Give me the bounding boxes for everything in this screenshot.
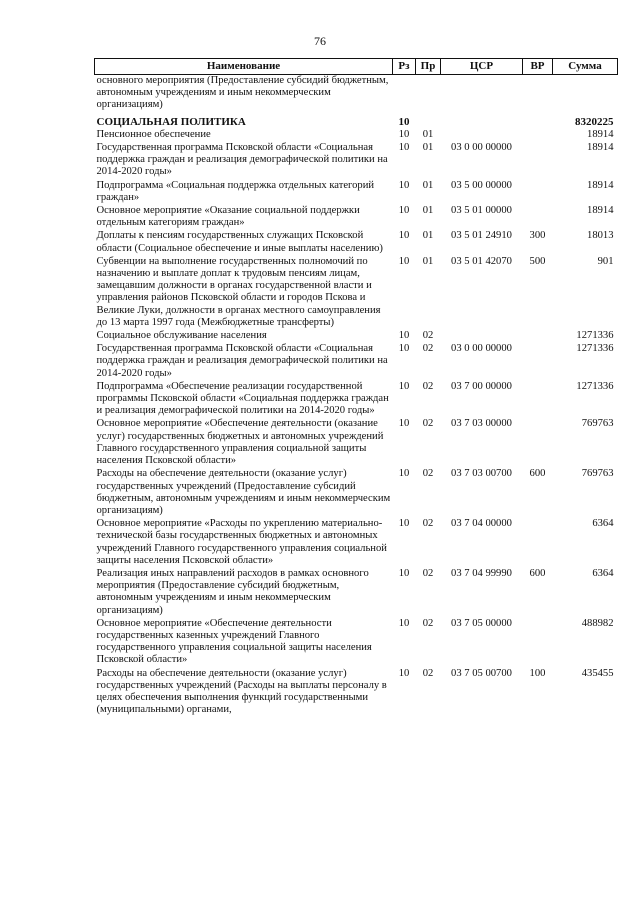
cell-sum: 18013 [587,230,614,242]
cell-vr [523,113,553,129]
table-row [95,142,618,180]
cell-rz: 10 [398,343,410,355]
cell-sum: 18914 [587,205,614,217]
cell-pr: 01 [422,128,434,140]
table-row [95,230,618,255]
cell-pr: 02 [422,330,434,342]
table-row [95,75,618,113]
cell-csr: 03 5 01 00000 [451,205,512,217]
cell-sum: 435455 [581,667,614,679]
cell-name: Доплаты к пенсиям государственных служащих Псковской области (Социальное обеспечение и иные выплаты населению) [96,230,383,254]
cell-pr: 01 [422,179,434,191]
cell-sum: 6364 [592,567,614,579]
cell-pr: 02 [422,667,434,679]
cell-csr: 03 7 00 00000 [451,380,512,392]
cell-rz: 10 [398,330,410,342]
cell-vr: 600 [529,567,546,579]
cell-sum: 18914 [587,128,614,140]
table-row [95,668,618,718]
cell-csr: 03 5 01 42070 [451,255,512,267]
cell-sum: 18914 [587,142,614,154]
cell-pr: 01 [422,205,434,217]
cell-csr: 03 7 03 00000 [451,418,512,430]
cell-csr: 03 0 00 00000 [451,142,512,154]
cell-pr [416,113,441,129]
header-pr: Пр [416,59,441,75]
cell-name: Субвенции на выполнение государственных полномочий по назначению и выплате доплат к трудовым пенсиям лицам, замещавшим должности в органах государственной власти и управления районов Псковской области и городов Пскова и Великие Луки, должности в органах местного самоуправления до 13 марта 1997 года (Межбюджетные трансферты) [96,255,381,328]
cell-rz: 10 [398,255,410,267]
cell-name: Пенсионное обеспечение [96,128,211,140]
cell-name: Государственная программа Псковской области «Социальная поддержка граждан и реализация демографической политики на 2014-2020 годы» [96,142,388,178]
cell-sum: 1271336 [576,330,614,342]
cell-sum: 8320225 [575,115,614,128]
cell-sum [553,75,618,113]
page-number: 76 [314,34,326,48]
cell-sum: 18914 [587,179,614,191]
table-row [95,180,618,205]
table-row [95,568,618,618]
cell-vr [523,618,553,668]
cell-vr: 100 [529,667,546,679]
cell-rz: 10 [398,179,410,191]
budget-table [94,58,618,717]
cell-name: основного мероприятия (Предоставление субсидий бюджетным, автономным учреждениям и иным некоммерческим организациям) [96,75,389,111]
cell-csr: 03 7 04 00000 [451,518,512,530]
cell-vr [523,129,553,142]
cell-rz: 10 [398,667,410,679]
cell-vr: 500 [529,255,546,267]
cell-csr [441,330,523,343]
cell-pr: 02 [422,343,434,355]
cell-pr: 02 [422,617,434,629]
cell-csr: 03 7 04 99990 [451,567,512,579]
cell-vr [523,518,553,568]
cell-pr: 01 [422,255,434,267]
header-rz: Рз [393,59,416,75]
cell-vr [523,75,553,113]
cell-rz: 10 [398,230,410,242]
cell-csr: 03 0 00 00000 [451,343,512,355]
cell-sum: 901 [597,255,614,267]
cell-rz: 10 [398,518,410,530]
cell-sum: 769763 [581,468,614,480]
cell-csr: 03 5 01 24910 [451,230,512,242]
cell-csr [441,129,523,142]
cell-pr: 01 [422,142,434,154]
cell-pr: 02 [422,518,434,530]
cell-rz: 10 [398,380,410,392]
cell-name: Подпрограмма «Обеспечение реализации государственной программы Псковской области «Социальная поддержка граждан и реализация демографической политики на 2014-2020 годы» [96,380,389,417]
cell-sum: 488982 [581,617,614,629]
cell-vr: 300 [529,230,546,242]
cell-vr [523,418,553,468]
cell-csr [441,113,523,129]
cell-name: Основное мероприятие «Оказание социальной поддержки отдельным категориям граждан» [96,205,360,229]
cell-pr: 02 [422,567,434,579]
cell-rz: 10 [398,128,410,140]
cell-csr: 03 7 05 00000 [451,617,512,629]
cell-rz: 10 [398,205,410,217]
cell-csr [441,75,523,113]
cell-name: Государственная программа Псковской области «Социальная поддержка граждан и реализация демографической политики на 2014-2020 годы» [96,343,388,379]
table-row [95,418,618,468]
cell-csr: 03 5 00 00000 [451,179,512,191]
header-vr: ВР [523,59,553,75]
cell-pr: 01 [422,230,434,242]
table-row [95,205,618,230]
cell-name: Подпрограмма «Социальная поддержка отдельных категорий граждан» [96,179,375,203]
cell-pr: 02 [422,380,434,392]
table-header [95,59,618,75]
cell-sum: 1271336 [576,380,614,392]
cell-vr [523,205,553,230]
header-name: Наименование [95,59,393,75]
table-row [95,518,618,568]
cell-name: Расходы на обеспечение деятельности (оказание услуг) государственных учреждений (Расходы на выплаты персоналу в целях обеспечения выполнения функций государственными (муниципальными) органами, [96,667,387,716]
table-row [95,129,618,142]
cell-csr: 03 7 05 00700 [451,667,512,679]
cell-name: Основное мероприятие «Обеспечение деятельности государственных казенных учреждений Главного государственного управления социальной защиты населения Псковской области» [96,617,372,666]
cell-rz: 10 [398,567,410,579]
cell-rz: 10 [398,142,410,154]
cell-sum: 769763 [581,418,614,430]
cell-name: Реализация иных направлений расходов в рамках основного мероприятия (Предоставление субсидий бюджетным, автономным учреждениям и иным некоммерческим организациям) [96,567,369,616]
cell-rz [393,75,416,113]
header-row [95,59,618,75]
cell-vr [523,381,553,419]
table-body [95,75,618,718]
table-row [95,381,618,419]
cell-vr [523,330,553,343]
header-csr: ЦСР [441,59,523,75]
cell-name: Основное мероприятие «Расходы по укреплению материально-технической базы государственных бюджетных и автономных учреждений Главного государственного управления социальной защиты населения Псковской области» [96,518,387,566]
cell-rz: 10 [398,468,410,480]
header-sum: Сумма [553,59,618,75]
cell-pr: 02 [422,418,434,430]
cell-rz: 10 [398,115,410,128]
cell-name: Расходы на обеспечение деятельности (оказание услуг) государственных учреждений (Предоставление субсидий бюджетным, автономным учреждениям и иным некоммерческим организациям) [96,468,391,516]
cell-vr: 600 [529,468,546,480]
cell-pr: 02 [422,468,434,480]
cell-vr [523,343,553,381]
cell-name: Социальное обслуживание населения [96,330,267,342]
table-row [95,113,618,129]
cell-csr: 03 7 03 00700 [451,468,512,480]
cell-sum: 6364 [592,518,614,530]
cell-rz: 10 [398,418,410,430]
cell-rz: 10 [398,617,410,629]
cell-vr [523,142,553,180]
cell-sum: 1271336 [576,343,614,355]
cell-vr [523,180,553,205]
cell-name: Основное мероприятие «Обеспечение деятельности (оказание услуг) государственных бюджетных и автономных учреждений Главного государственного управления социальной защиты населения Псковской области» [96,418,384,467]
table-row [95,468,618,518]
cell-name: СОЦИАЛЬНАЯ ПОЛИТИКА [96,115,246,128]
table-row [95,618,618,668]
table-row [95,256,618,330]
cell-pr [416,75,441,113]
table-row [95,330,618,343]
table-row [95,343,618,381]
